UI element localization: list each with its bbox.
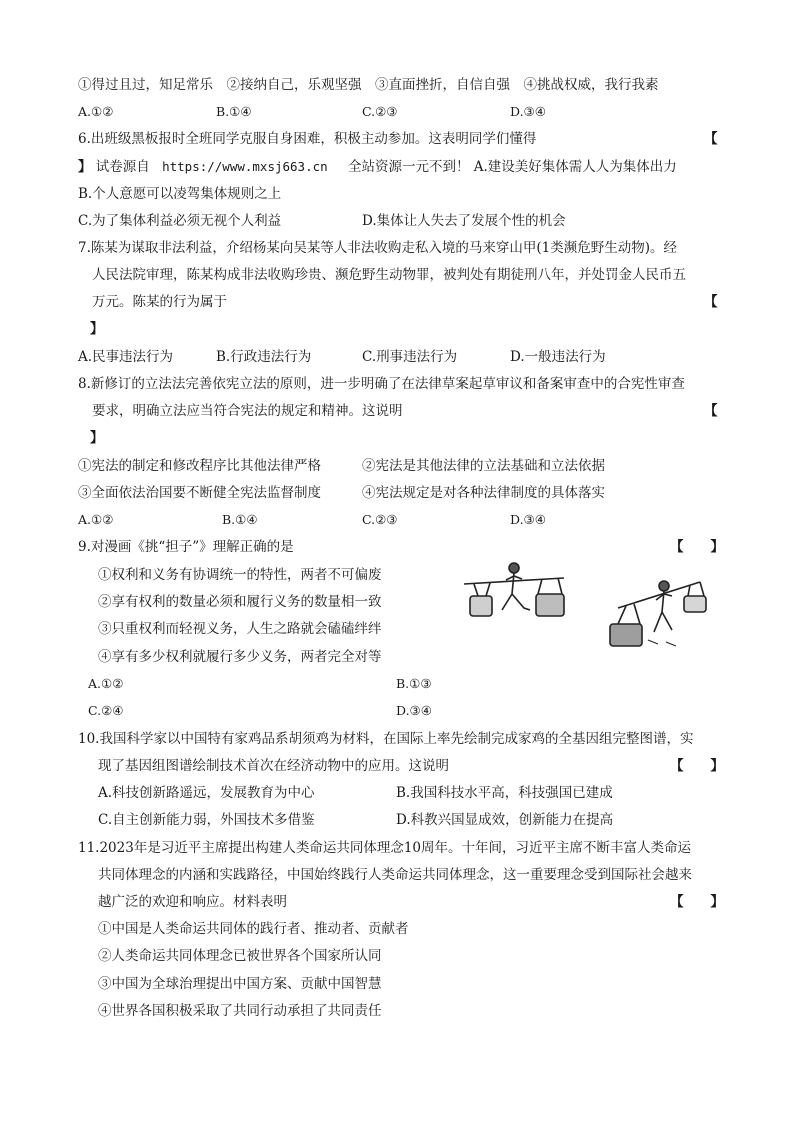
q7-bracket-open: 【 — [704, 294, 718, 310]
q7-line2: 人民法院审理，陈某构成非法收购珍贵、濒危野生动物罪，被判处有期徒刑八年，并处罚金人民币五 — [92, 267, 686, 283]
q6-ad-text: 试卷源自 — [95, 159, 150, 175]
q7-option-a: A.民事违法行为 — [78, 349, 174, 365]
q8-choice-3: ③全面依法治国要不断健全宪法监督制度 — [78, 485, 321, 501]
q11-choice-4: ④世界各国积极采取了共同行动承担了共同责任 — [98, 1003, 382, 1019]
q9-option-d: D.③④ — [396, 703, 432, 718]
q7-option-d: D.一般违法行为 — [510, 349, 606, 365]
q9-choice-4: ④享有多少权利就履行多少义务，两者完全对等 — [98, 649, 382, 665]
q9-bracket: 【 】 — [670, 539, 724, 555]
q8-bracket-open: 【 — [704, 403, 718, 419]
unbalanced-carrier-figure — [610, 581, 706, 646]
q11-line2: 共同体理念的内涵和实践路径，中国始终践行人类命运共同体理念，这一重要理念受到国际社会越来 — [98, 867, 692, 883]
q9-stem: 9.对漫画《挑“担子”》理解正确的是 — [78, 539, 294, 555]
q11-line1: 11.2023年是习近平主席提出构建人类命运共同体理念10周年。十年间，习近平主席不断丰富人类命运 — [78, 840, 692, 856]
q7-line3: 万元。陈某的行为属于 — [92, 294, 227, 310]
q9-choice-2: ②享有权利的数量必须和履行义务的数量相一致 — [98, 594, 382, 610]
left-basket-2 — [536, 594, 564, 616]
q8-bracket-close: 】 — [90, 430, 104, 446]
q5-option-b: B.①④ — [216, 104, 252, 119]
right-basket-heavy — [610, 624, 642, 646]
q9-option-a: A.①② — [88, 676, 124, 691]
q8-choice-1: ①宪法的制定和修改程序比其他法律严格 — [78, 458, 321, 474]
q11-line3: 越广泛的欢迎和响应。材料表明 — [98, 894, 287, 910]
q10-option-b: B.我国科技水平高，科技强国已建成 — [396, 785, 613, 801]
q8-line2: 要求，明确立法应当符合宪法的规定和精神。这说明 — [92, 403, 403, 419]
q8-option-d: D.③④ — [510, 512, 546, 527]
q11-bracket: 【 】 — [670, 894, 724, 910]
q9-option-c: C.②④ — [88, 703, 124, 718]
left-body — [502, 573, 530, 610]
q7-option-b: B.行政违法行为 — [216, 349, 312, 365]
q9-option-b: B.①③ — [396, 676, 432, 691]
q5-option-d: D.③④ — [510, 104, 546, 119]
q8-choice-4: ④宪法规定是对各种法律制度的具体落实 — [362, 485, 605, 501]
q8-option-c: C.②③ — [362, 512, 398, 527]
q7-bracket-close: 】 — [90, 321, 104, 337]
q6-stem: 6.出班级黑板报时全班同学克服自身困难，积极主动参加。这表明同学们懂得 — [78, 131, 537, 147]
q10-option-d: D.科教兴国显成效，创新能力在提高 — [396, 812, 614, 828]
q11-choice-1: ①中国是人类命运共同体的践行者、推动者、贡献者 — [98, 921, 409, 937]
q11-choice-3: ③中国为全球治理提出中国方案、贡献中国智慧 — [98, 976, 382, 992]
q7-option-c: C.刑事违法行为 — [362, 349, 458, 365]
q6-option-d: D.集体让人失去了发展个性的机会 — [362, 213, 566, 229]
q10-option-a: A.科技创新路遥远，发展教育为中心 — [98, 785, 315, 801]
q11-choice-2: ②人类命运共同体理念已被世界各个国家所认同 — [98, 948, 382, 964]
q9-choice-1: ①权利和义务有协调统一的特性，两者不可偏废 — [98, 567, 382, 583]
carrying-pole-cartoon — [458, 560, 720, 652]
q6-ad-slogan: 全站资源一元不到！ — [347, 159, 470, 175]
q6-option-b: B.个人意愿可以凌驾集体规则之上 — [78, 186, 282, 202]
balanced-carrier-figure — [464, 563, 564, 616]
q10-bracket: 【 】 — [670, 758, 724, 774]
q9-choice-3: ③只重权利而轻视义务，人生之路就会磕磕绊绊 — [98, 621, 382, 637]
q8-option-b: B.①④ — [222, 512, 258, 527]
q6-ad-url: https://www.mxsj663.cn — [162, 159, 328, 174]
right-body — [654, 591, 672, 632]
left-basket-1 — [470, 596, 492, 616]
q7-line1: 7.陈某为谋取非法利益，介绍杨某向吴某等人非法收购走私入境的马来穿山甲(1类濒危野生动物)。经 — [78, 240, 678, 256]
right-basket-light — [684, 596, 706, 612]
q5-option-c: C.②③ — [362, 104, 398, 119]
q6-option-c: C.为了集体利益必须无视个人利益 — [78, 213, 282, 229]
q6-line2 — [78, 158, 677, 176]
q6-option-a: A.建设美好集体需人人为集体出力 — [473, 159, 677, 175]
q10-line1: 10.我国科学家以中国特有家鸡品系胡须鸡为材料，在国际上率先绘制完成家鸡的全基因组完整图谱，实 — [78, 731, 694, 747]
q8-option-a: A.①② — [78, 512, 114, 527]
q6-bracket-close: 】 — [78, 159, 92, 175]
q8-line1: 8.新修订的立法法完善依宪立法的原则，进一步明确了在法律草案起草审议和备案审查中的合宪性审查 — [78, 376, 685, 392]
q10-option-c: C.自主创新能力弱，外国技术多借鉴 — [98, 812, 315, 828]
q5-option-a: A.①② — [78, 104, 114, 119]
q8-choice-2: ②宪法是其他法律的立法基础和立法依据 — [362, 458, 605, 474]
q10-line2: 现了基因组图谱绘制技术首次在经济动物中的应用。这说明 — [98, 758, 449, 774]
q5-choices: ①得过且过，知足常乐 ②接纳自己，乐观坚强 ③直面挫折，自信自强 ④挑战权威，我行我素 — [78, 77, 659, 93]
q6-bracket-open: 【 — [704, 131, 718, 147]
left-head — [509, 563, 519, 573]
right-head — [659, 581, 669, 591]
